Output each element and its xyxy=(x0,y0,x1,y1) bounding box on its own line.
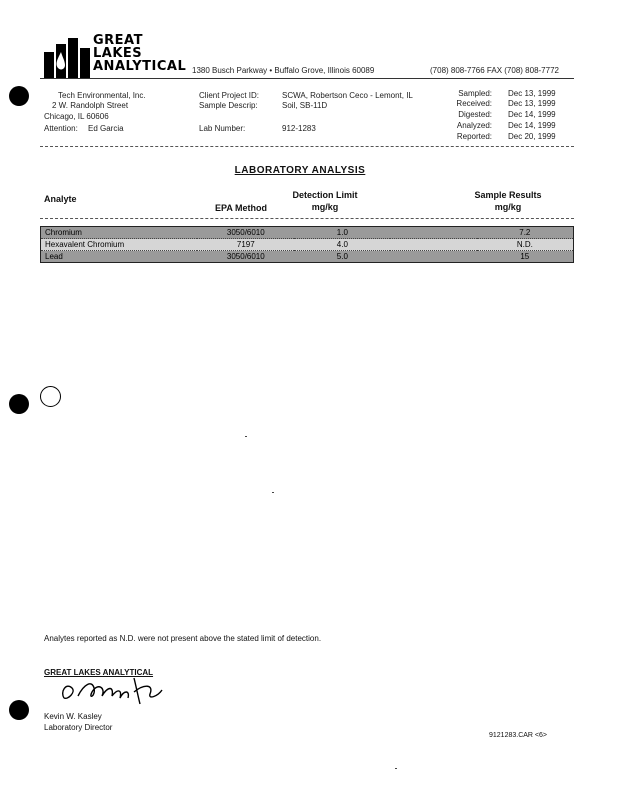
date-label-sampled: Sampled: xyxy=(458,89,492,98)
logo-line-3: ANALYTICAL xyxy=(93,59,187,74)
signature-company: GREAT LAKES ANALYTICAL xyxy=(44,668,154,677)
client-attention: Ed Garcia xyxy=(88,124,124,133)
date-label-analyzed: Analyzed: xyxy=(456,121,492,130)
sample-label: Sample Descrip: xyxy=(199,101,258,110)
scan-speck xyxy=(395,768,397,769)
logo-line-2: LAKES xyxy=(93,46,143,61)
hole-punch-middle xyxy=(9,394,29,414)
lab-number-label: Lab Number: xyxy=(199,124,246,133)
limit-cell: 4.0 xyxy=(294,239,390,251)
column-detection-limit-unit: mg/kg xyxy=(311,202,339,212)
analyte-cell: Lead xyxy=(41,251,198,263)
result-cell: N.D. xyxy=(477,239,574,251)
sample-value: Soil, SB-11D xyxy=(282,101,328,110)
report-title: LABORATORY ANALYSIS xyxy=(234,165,366,176)
result-cell: 7.2 xyxy=(477,227,574,239)
limit-cell: 5.0 xyxy=(294,251,390,263)
date-label-digested: Digested: xyxy=(458,110,492,119)
scan-speck xyxy=(245,436,247,437)
column-epa-method: EPA Method xyxy=(215,203,267,213)
signer-name: Kevin W. Kasley xyxy=(44,712,102,721)
client-street: 2 W. Randolph Street xyxy=(52,101,129,110)
signer-title: Laboratory Director xyxy=(44,723,113,732)
date-value-digested: Dec 14, 1999 xyxy=(508,110,556,119)
analyte-cell: Hexavalent Chromium xyxy=(41,239,198,251)
nd-footnote: Analytes reported as N.D. were not present above the stated limit of detection. xyxy=(44,634,322,643)
letterhead-rule xyxy=(40,78,574,79)
file-reference: 9121283.CAR <6> xyxy=(489,732,547,739)
client-company: Tech Environmental, Inc. xyxy=(58,91,146,100)
handwritten-signature xyxy=(58,674,178,708)
date-label-received: Received: xyxy=(456,99,492,108)
results-table xyxy=(40,226,574,263)
method-cell: 3050/6010 xyxy=(197,227,294,239)
table-row xyxy=(41,251,574,263)
lab-number-value: 912-1283 xyxy=(282,124,316,133)
result-cell: 15 xyxy=(477,251,574,263)
project-label: Client Project ID: xyxy=(199,91,260,100)
date-value-received: Dec 13, 1999 xyxy=(508,99,556,108)
table-row xyxy=(41,239,574,251)
header-rule xyxy=(40,146,574,147)
company-logo-text xyxy=(93,34,186,73)
method-cell: 7197 xyxy=(197,239,294,251)
date-value-analyzed: Dec 14, 1999 xyxy=(508,121,556,130)
scan-speck xyxy=(272,492,274,493)
analyte-cell: Chromium xyxy=(41,227,198,239)
date-value-sampled: Dec 13, 1999 xyxy=(508,89,556,98)
date-value-reported: Dec 20, 1999 xyxy=(508,132,556,141)
date-label-reported: Reported: xyxy=(456,132,492,141)
hole-punch-ring xyxy=(40,386,61,407)
column-header-rule xyxy=(40,218,574,219)
column-detection-limit: Detection Limit xyxy=(292,190,358,200)
client-city: Chicago, IL 60606 xyxy=(44,112,109,121)
lab-address: 1380 Busch Parkway • Buffalo Grove, Illinois 60089 xyxy=(192,66,375,75)
hole-punch-top xyxy=(9,86,29,106)
great-lakes-logo-icon xyxy=(44,38,90,80)
column-analyte: Analyte xyxy=(44,194,77,204)
hole-punch-bottom xyxy=(9,700,29,720)
client-attention-label: Attention: xyxy=(44,124,78,133)
column-sample-results-unit: mg/kg xyxy=(494,202,522,212)
method-cell: 3050/6010 xyxy=(197,251,294,263)
table-row xyxy=(41,227,574,239)
project-value: SCWA, Robertson Ceco - Lemont, IL xyxy=(282,91,413,100)
lab-phone-fax: (708) 808-7766 FAX (708) 808-7772 xyxy=(430,66,559,75)
column-sample-results: Sample Results xyxy=(474,190,542,200)
logo-line-1: GREAT xyxy=(93,33,143,48)
limit-cell: 1.0 xyxy=(294,227,390,239)
